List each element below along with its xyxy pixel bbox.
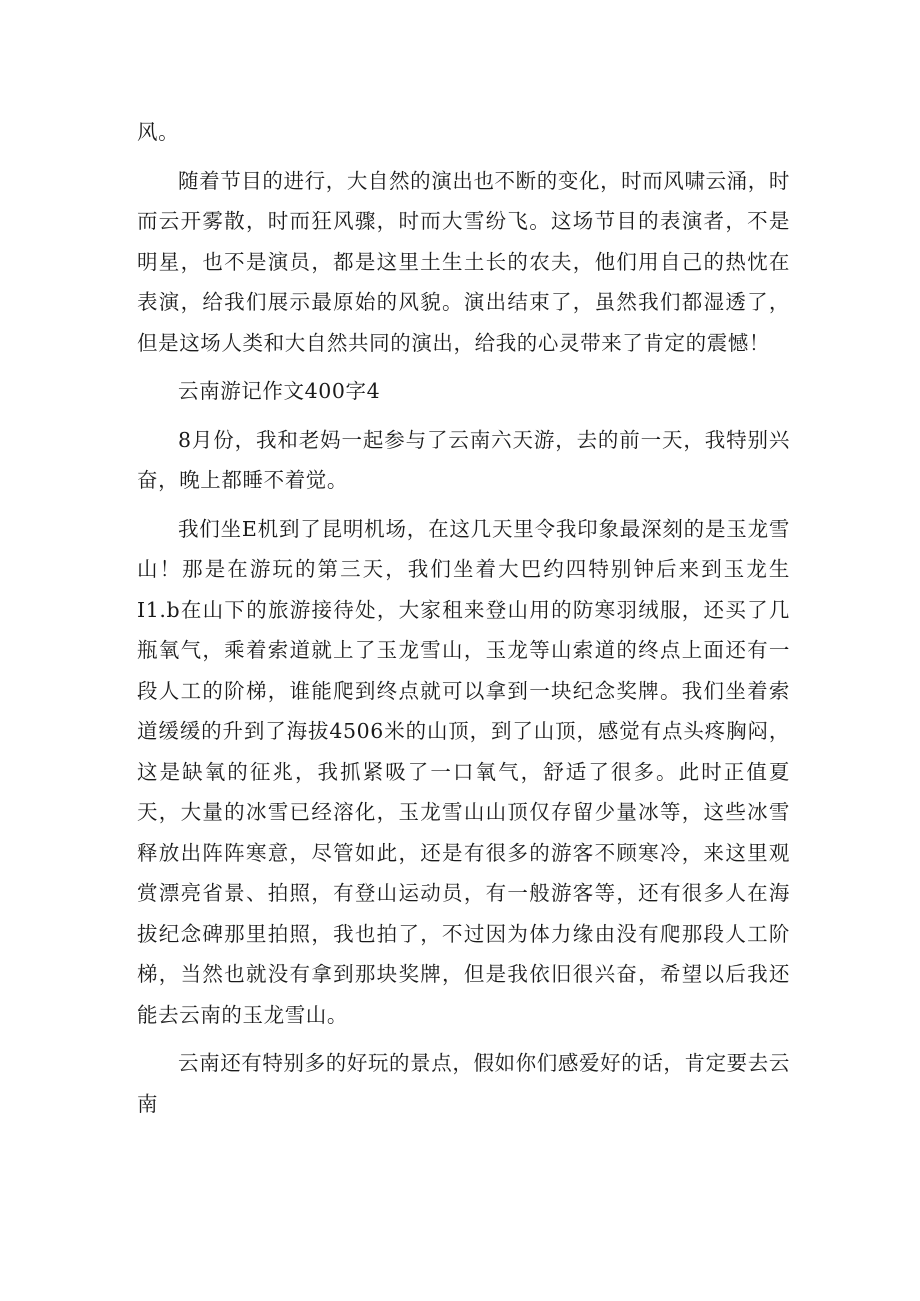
paragraph-other-sights: 云南还有特别多的好玩的景点，假如你们感爱好的话，肯定要去云南 <box>137 1051 790 1116</box>
paragraph-performance: 随着节目的进行，大自然的演出也不断的变化，时而风啸云涌，时而云开雾散，时而狂风骤，时而大雪纷飞。这场节目的表演者，不是明星，也不是演员，都是这里土生土长的农夫，他们用自己的热忱在表演，给我们展示最原始的风貌。演出结束了，虽然我们都湿透了，但是这场人类和大自然共同的演出，给我的心灵带来了肯定的震憾！ <box>137 168 790 355</box>
section-heading: 云南游记作文400字4 <box>178 379 381 403</box>
paragraph-yulong-snow-mountain: 我们坐E机到了昆明机场，在这几天里令我印象最深刻的是玉龙雪山！那是在游玩的第三天，我们坐着大巴约四特别钟后来到玉龙生I1.b在山下的旅游接待处，大家租来登山用的防寒羽绒服，还买了几瓶氧气，乘着索道就上了玉龙雪山，玉龙等山索道的终点上面还有一段人工的阶梯，谁能爬到终点就可以拿到一块纪念奖牌。我们坐着索道缓缓的升到了海拔4506米的山顶，到了山顶，感觉有点头疼胸闷，这是缺氧的征兆，我抓紧吸了一口氧气，舒适了很多。此时正值夏天，大量的冰雪已经溶化，玉龙雪山山顶仅存留少量冰等，这些冰雪释放出阵阵寒意，尽管如此，还是有很多的游客不顾寒冷，来这里观赏漂亮省景、拍照，有登山运动员，有一般游客等，还有很多人在海拔纪念碑那里拍照，我也拍了，不过因为体力缘由没有爬那段人工阶梯，当然也就没有拿到那块奖牌，但是我依旧很兴奋，希望以后我还能去云南的玉龙雪山。 <box>137 516 790 1027</box>
document-body <box>137 112 790 1124</box>
paragraph-continued: 风。 <box>137 120 180 144</box>
paragraph-august-trip: 8月份，我和老妈一起参与了云南六天游，去的前一天，我特别兴奋，晚上都睡不着觉。 <box>137 427 790 492</box>
